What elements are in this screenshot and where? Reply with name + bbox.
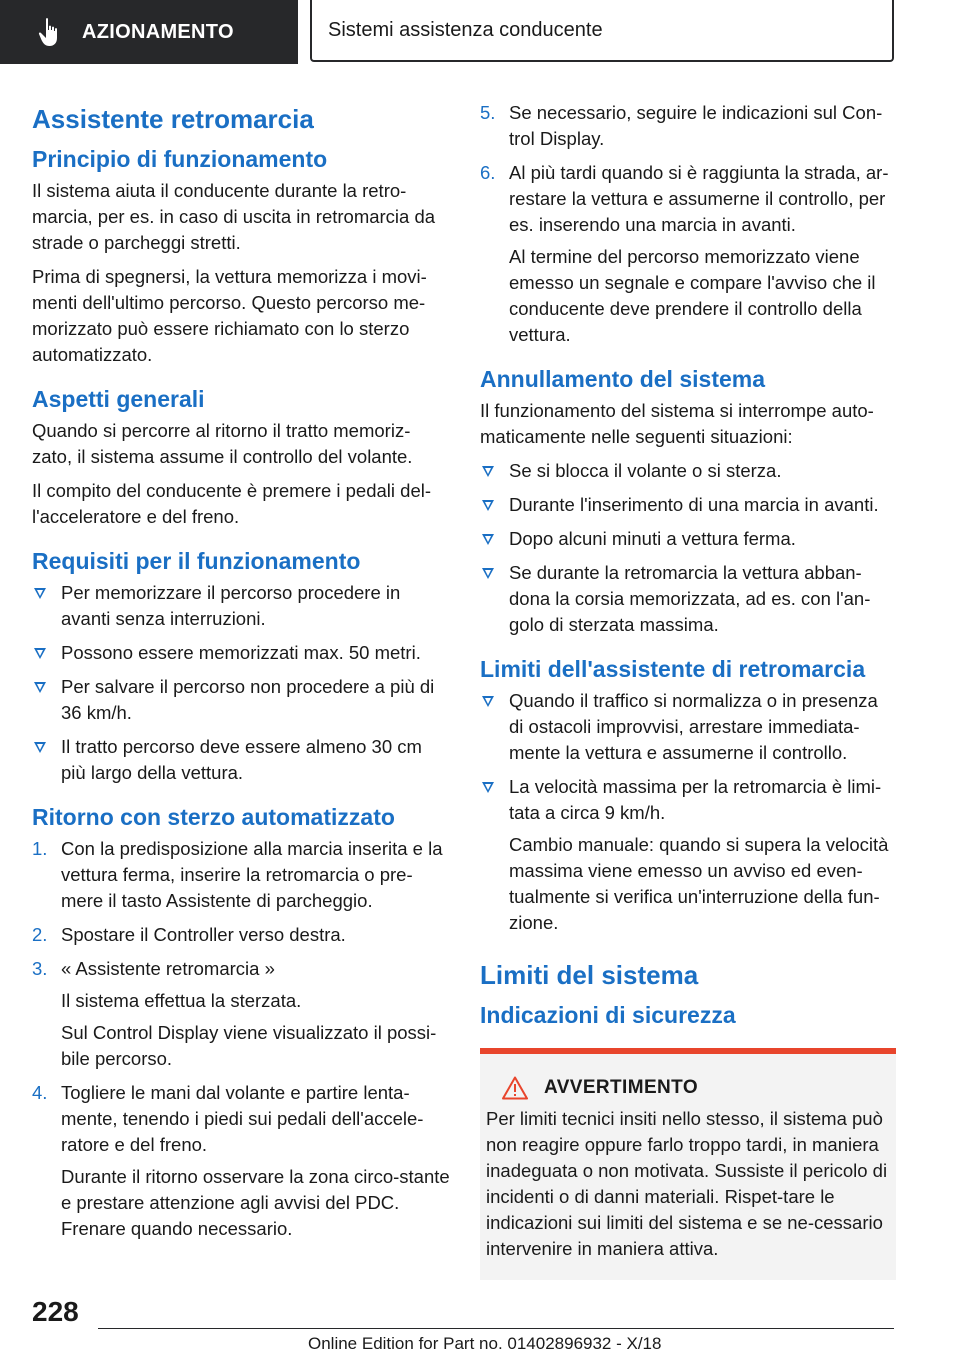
chapter-tab: [0, 0, 298, 64]
paragraph: Il funzionamento del sistema si interrompe auto-maticamente nelle seguenti situazioni:: [480, 400, 874, 447]
warning-title: AVVERTIMENTO: [544, 1077, 698, 1098]
hand-pointer-icon: [38, 17, 64, 47]
heading-limiti-sistema: Limiti del sistema: [480, 960, 699, 990]
triangle-bullet-icon: [34, 682, 46, 693]
warning-header: [486, 1076, 890, 1100]
triangle-bullet-icon: [482, 696, 494, 707]
warning-box: [480, 1048, 896, 1280]
annullamento-list: [480, 458, 896, 638]
heading-limiti-assistente: Limiti dell'assistente di retromarcia: [480, 656, 866, 682]
list-item: Dopo alcuni minuti a vettura ferma.: [480, 526, 896, 552]
requisiti-list: [32, 580, 450, 786]
footer-divider: [98, 1328, 894, 1329]
right-column: [480, 100, 896, 1280]
page-number: 228: [32, 1296, 79, 1327]
steps-list: [32, 836, 450, 1242]
step-item: 5. Se necessario, seguire le indicazioni sul Con-trol Display.: [480, 102, 883, 149]
paragraph: Prima di spegnersi, la vettura memorizza i movi-menti dell'ultimo percorso. Questo percorso me-morizzato può essere richiamato con lo sterzo automatizzato.: [32, 266, 427, 365]
section-title: Sistemi assistenza conducente: [310, 0, 894, 62]
page-title: Assistente retromarcia: [32, 104, 314, 134]
heading-ritorno: Ritorno con sterzo automatizzato: [32, 804, 395, 830]
triangle-bullet-icon: [34, 648, 46, 659]
footer-edition: Online Edition for Part no. 01402896932 - X/18: [308, 1334, 662, 1353]
triangle-bullet-icon: [34, 588, 46, 599]
list-item: Se si blocca il volante o si sterza.: [480, 458, 896, 484]
triangle-bullet-icon: [482, 534, 494, 545]
heading-requisiti: Requisiti per il funzionamento: [32, 548, 361, 574]
warning-triangle-icon: [502, 1076, 528, 1100]
left-column: [32, 100, 450, 1250]
step-item: 3. « Assistente retromarcia » Il sistema effettua la sterzata. Sul Control Display viene visualizzato il possi-bile percorso.: [32, 958, 437, 1069]
steps-list-continued: [480, 100, 896, 348]
step-item: 6. Al più tardi quando si è raggiunta la strada, ar-restare la vettura e assumerne il controllo, per es. inserendo una marcia in avanti. Al termine del percorso memorizzato viene emesso un segnale e compare l'avviso che il conducente deve prendere il controllo della vettura.: [480, 162, 889, 345]
heading-principio: Principio di funzionamento: [32, 146, 328, 172]
heading-sicurezza: Indicazioni di sicurezza: [480, 1002, 736, 1028]
list-item: Quando il traffico si normalizza o in presenza di ostacoli improvvisi, arrestare immediata-mente la vettura e assumerne il controllo.: [480, 688, 896, 766]
list-item: Per salvare il percorso non procedere a più di 36 km/h.: [32, 674, 450, 726]
triangle-bullet-icon: [482, 466, 494, 477]
list-item: Durante l'inserimento di una marcia in avanti.: [480, 492, 896, 518]
list-item: Per memorizzare il percorso procedere in avanti senza interruzioni.: [32, 580, 450, 632]
step-item: 2. Spostare il Controller verso destra.: [32, 924, 346, 945]
paragraph: Il compito del conducente è premere i pedali del-l'acceleratore e del freno.: [32, 480, 432, 527]
chapter-title: AZIONAMENTO: [82, 20, 234, 43]
heading-annullamento: Annullamento del sistema: [480, 366, 766, 392]
warning-text: Per limiti tecnici insiti nello stesso, il sistema può non reagire oppure farlo troppo tardi, in maniera inadeguata o non motivata. Sussiste il pericolo di incidenti o di danni materiali. Rispet-tare le indicazioni sui limiti del sistema e se ne-cessario intervenire in maniera attiva.: [486, 1108, 888, 1259]
list-item: Il tratto percorso deve essere almeno 30 cm più largo della vettura.: [32, 734, 450, 786]
triangle-bullet-icon: [482, 568, 494, 579]
triangle-bullet-icon: [482, 782, 494, 793]
step-item: 4. Togliere le mani dal volante e partire lenta-mente, tenendo i piedi sui pedali dell'accele-ratore e del freno. Durante il ritorno osservare la zona circo-stante e prestare attenzione agli avvisi del PDC. Frenare quando necessario.: [32, 1082, 450, 1239]
list-item: La velocità massima per la retromarcia è limi-tata a circa 9 km/h. Cambio manuale: quando si supera la velocità massima viene emesso un avviso ed even-tualmente si verifica un'interruzione della fun-zione.: [480, 774, 896, 936]
limiti-list: [480, 688, 896, 936]
list-item: Se durante la retromarcia la vettura abban-dona la corsia memorizzata, ad es. con l'an-golo di sterzata massima.: [480, 560, 896, 638]
step-item: 1. Con la predisposizione alla marcia inserita e la vettura ferma, inserire la retromarcia o pre-mere il tasto Assistente di parcheggio.: [32, 838, 443, 911]
triangle-bullet-icon: [482, 500, 494, 511]
heading-aspetti: Aspetti generali: [32, 386, 205, 412]
paragraph: Il sistema aiuta il conducente durante la retro-marcia, per es. in caso di uscita in retromarcia da strade o parcheggi stretti.: [32, 180, 436, 253]
paragraph: Quando si percorre al ritorno il tratto memoriz-zato, il sistema assume il controllo del volante.: [32, 420, 413, 467]
list-item: Possono essere memorizzati max. 50 metri.: [32, 640, 450, 666]
triangle-bullet-icon: [34, 742, 46, 753]
